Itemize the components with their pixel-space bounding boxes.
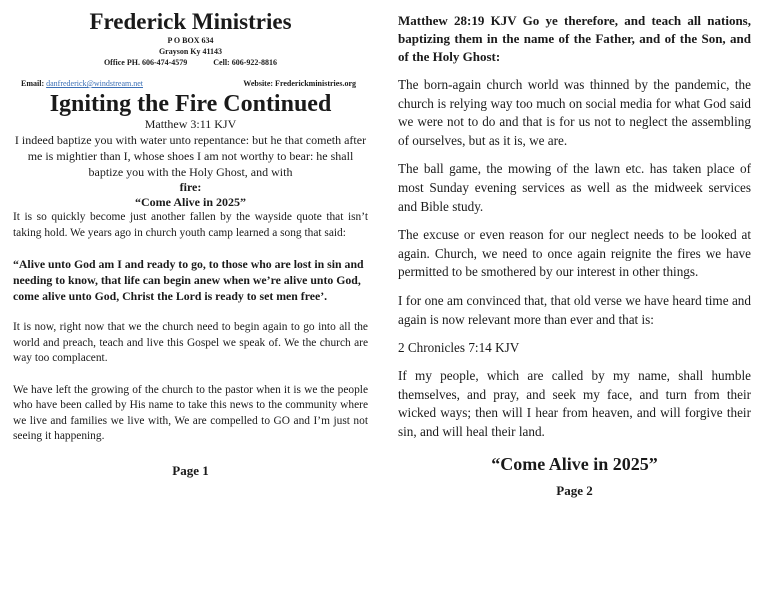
scripture-ref: 2 Chronicles 7:14 KJV	[398, 340, 520, 356]
paragraph-2: The ball game, the mowing of the lawn etc. has taken place of most Sunday evening services as well as the midweek services and Bible study.	[398, 161, 751, 214]
scripture-heading: Matthew 28:19 KJV Go ye therefore, and teach all nations, baptizing them in the name of the Father, and of the Son, and of the Holy Ghost:	[398, 13, 751, 64]
page-2	[398, 0, 751, 499]
contact-line	[13, 78, 368, 89]
scripture-text: I indeed baptize you with water unto repentance: but he that cometh after me is mightier than I, whose shoes I am not worthy to bear: he shall baptize you with the Holy Ghost, and with	[14, 133, 367, 179]
page-number: Page 1	[172, 462, 209, 478]
theme-heading: “Come Alive in 2025”	[135, 195, 246, 209]
org-name: Frederick Ministries	[89, 9, 292, 34]
website-text: Website: Frederickministries.org	[243, 79, 356, 88]
scripture-text: If my people, which are called by my name, shall humble themselves, and pray, and seek my face, and turn from their wicked ways; then will I hear from heaven, and will forgive their sin, and will heal their land.	[398, 368, 751, 439]
paragraph-3: The excuse or even reason for our neglect needs to be looked at again. Church, we need to once again reignite the fires we have permitted to be smothered by our interest in other things.	[398, 227, 751, 280]
page-title: Igniting the Fire Continued	[49, 91, 332, 117]
email-label: Email:	[21, 79, 45, 88]
scripture-ref: Matthew 3:11 KJV	[144, 117, 237, 131]
scripture-end: fire:	[179, 180, 202, 194]
email-block	[21, 78, 143, 89]
song-quote: “Alive unto God am I and ready to go, to those who are lost in sin and needing to know, that life can begin anew when we’re alive unto God, come alive unto God, Christ the Lord is ready to set men free’.	[13, 257, 364, 303]
office-phone: Office PH. 606-474-4579	[103, 58, 188, 67]
phone-line	[13, 57, 368, 68]
paragraph-1: It is so quickly become just another fallen by the wayside quote that isn’t taking hold. We years ago in church youth camp learned a song that said:	[13, 211, 368, 239]
cell-phone: Cell: 606-922-8816	[213, 58, 278, 67]
email-link[interactable]: danfrederick@windstream.net	[46, 79, 143, 88]
paragraph-4: I for one am convinced that, that old verse we have heard time and again is now relevant more than ever and that is:	[398, 292, 751, 327]
theme-heading: “Come Alive in 2025”	[491, 453, 658, 474]
page-number: Page 2	[556, 482, 593, 498]
page-1	[13, 0, 368, 479]
city: Grayson Ky 41143	[158, 47, 223, 56]
po-box: P O BOX 634	[167, 36, 214, 45]
paragraph-3: We have left the growing of the church to the pastor when it is we the people who have been called by His name to take this news to the community where we live and families we live with, We are compelled to GO and I’m just not seeing it happening.	[13, 383, 368, 442]
paragraph-2: It is now, right now that we the church need to begin again to go into all the world and preach, teach and live this Gospel we speak of. We the church are way too complacent.	[13, 321, 368, 364]
paragraph-1: The born-again church world was thinned by the pandemic, the church is relying way too much on social media for what God said we were not to do and that is for us not to neglect the assembling of ourselves, but as it is, we are.	[398, 77, 751, 148]
